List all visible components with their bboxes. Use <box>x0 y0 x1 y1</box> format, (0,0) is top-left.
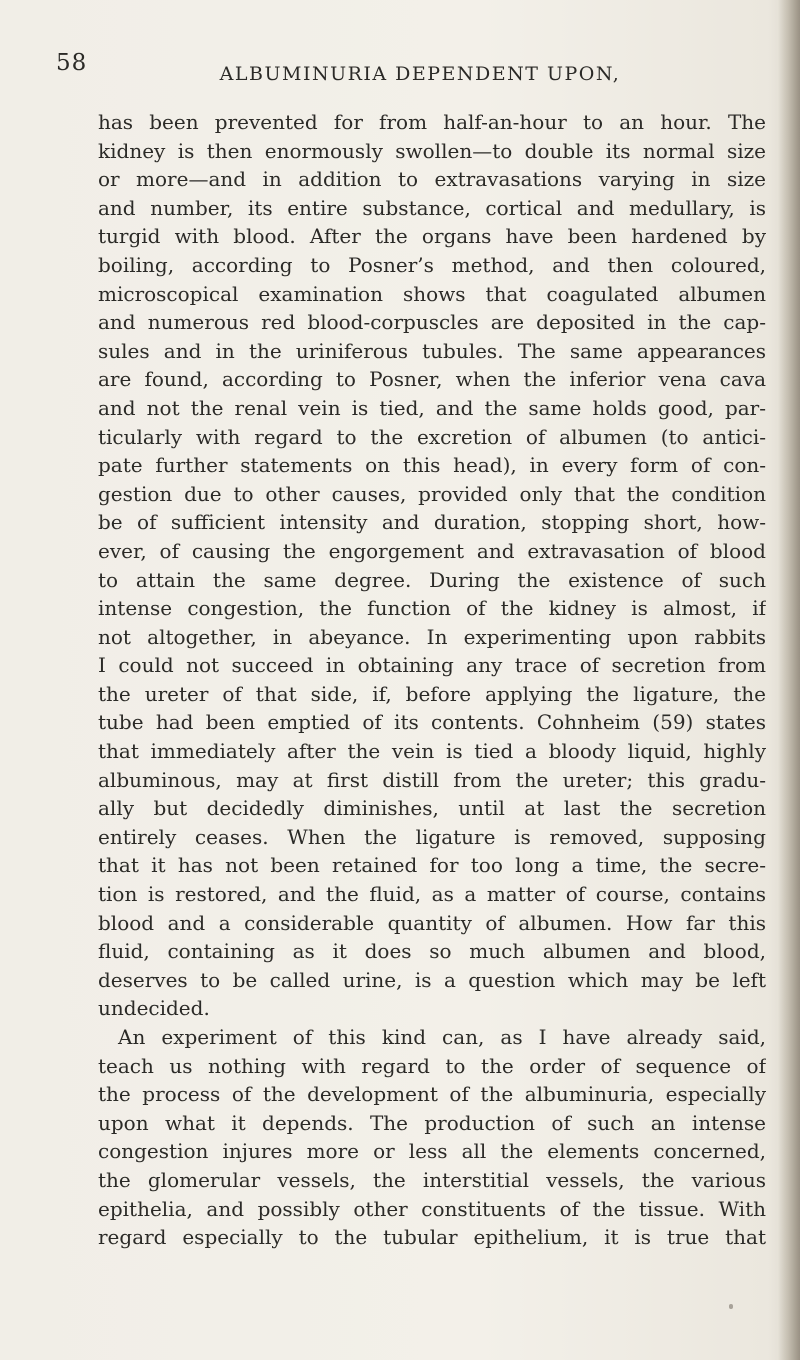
text-line: congestion injures more or less all the elements concerned, <box>98 1139 766 1164</box>
text-line: the ureter of that side, if, before applying the ligature, the <box>98 681 766 706</box>
text-line: intense congestion, the function of the kidney is almost, if <box>98 596 766 621</box>
text-line: gestion due to other causes, provided only that the condition <box>98 481 766 506</box>
text-line: microscopical examination shows that coagulated albumen <box>98 281 766 306</box>
text-line: be of sufficient intensity and duration, stopping short, how- <box>98 510 766 535</box>
text-line: or more—and in addition to extravasations varying in size <box>98 167 766 192</box>
text-line: turgid with blood. After the organs have been hardened by <box>98 224 766 249</box>
text-line: albuminous, may at first distill from the ureter; this gradu- <box>98 767 766 792</box>
text-line: and numerous red blood-corpuscles are deposited in the cap- <box>98 310 766 335</box>
text-line: pate further statements on this head), in every form of con- <box>98 453 766 478</box>
text-line: regard especially to the tubular epithelium, it is true that <box>98 1225 766 1250</box>
text-line: deserves to be called urine, is a question which may be left <box>98 967 766 992</box>
text-line: has been prevented for from half-an-hour to an hour. The <box>98 110 766 134</box>
text-line: entirely ceases. When the ligature is removed, supposing <box>98 824 766 849</box>
text-line: epithelia, and possibly other constituents of the tissue. With <box>98 1196 766 1221</box>
text-line: fluid, containing as it does so much albumen and blood, <box>98 939 766 964</box>
text-line: sules and in the uriniferous tubules. The same appearances <box>98 338 766 363</box>
text-line: An experiment of this kind can, as I have already said, <box>118 1025 766 1049</box>
page-edge-shadow <box>778 0 800 1360</box>
body-text <box>98 108 766 1252</box>
text-line: and not the renal vein is tied, and the same holds good, par- <box>98 395 766 420</box>
text-line: tube had been emptied of its contents. Cohnheim (59) states <box>98 710 766 735</box>
page-number: 58 <box>56 50 88 76</box>
text-line: ticularly with regard to the excretion of albumen (to antici- <box>98 424 766 449</box>
text-line: boiling, according to Posner’s method, and then coloured, <box>98 252 766 277</box>
paper-speck <box>729 1304 733 1309</box>
text-line: and number, its entire substance, cortical and medullary, is <box>98 195 766 220</box>
text-line: I could not succeed in obtaining any trace of secretion from <box>98 653 766 678</box>
text-line: the glomerular vessels, the interstitial vessels, the various <box>98 1167 766 1192</box>
text-line: not altogether, in abeyance. In experimenting upon rabbits <box>98 624 766 649</box>
text-line: to attain the same degree. During the existence of such <box>98 567 766 592</box>
text-line: undecided. <box>98 996 210 1021</box>
text-line: that it has not been retained for too long a time, the secre- <box>98 853 766 878</box>
text-line: blood and a considerable quantity of albumen. How far this <box>98 910 766 935</box>
text-line: kidney is then enormously swollen—to double its normal size <box>98 138 766 163</box>
text-line: teach us nothing with regard to the order of sequence of <box>98 1053 766 1078</box>
text-line: ever, of causing the engorgement and extravasation of blood <box>98 538 766 563</box>
running-head: ALBUMINURIA DEPENDENT UPON, <box>219 63 621 85</box>
text-line: tion is restored, and the fluid, as a matter of course, contains <box>98 882 766 907</box>
text-line: are found, according to Posner, when the inferior vena cava <box>98 367 766 392</box>
text-line: ally but decidedly diminishes, until at last the secretion <box>98 796 766 821</box>
text-line: that immediately after the vein is tied a bloody liquid, highly <box>98 739 766 764</box>
text-line: the process of the development of the albuminuria, especially <box>98 1082 766 1107</box>
text-line: upon what it depends. The production of such an intense <box>98 1110 766 1135</box>
